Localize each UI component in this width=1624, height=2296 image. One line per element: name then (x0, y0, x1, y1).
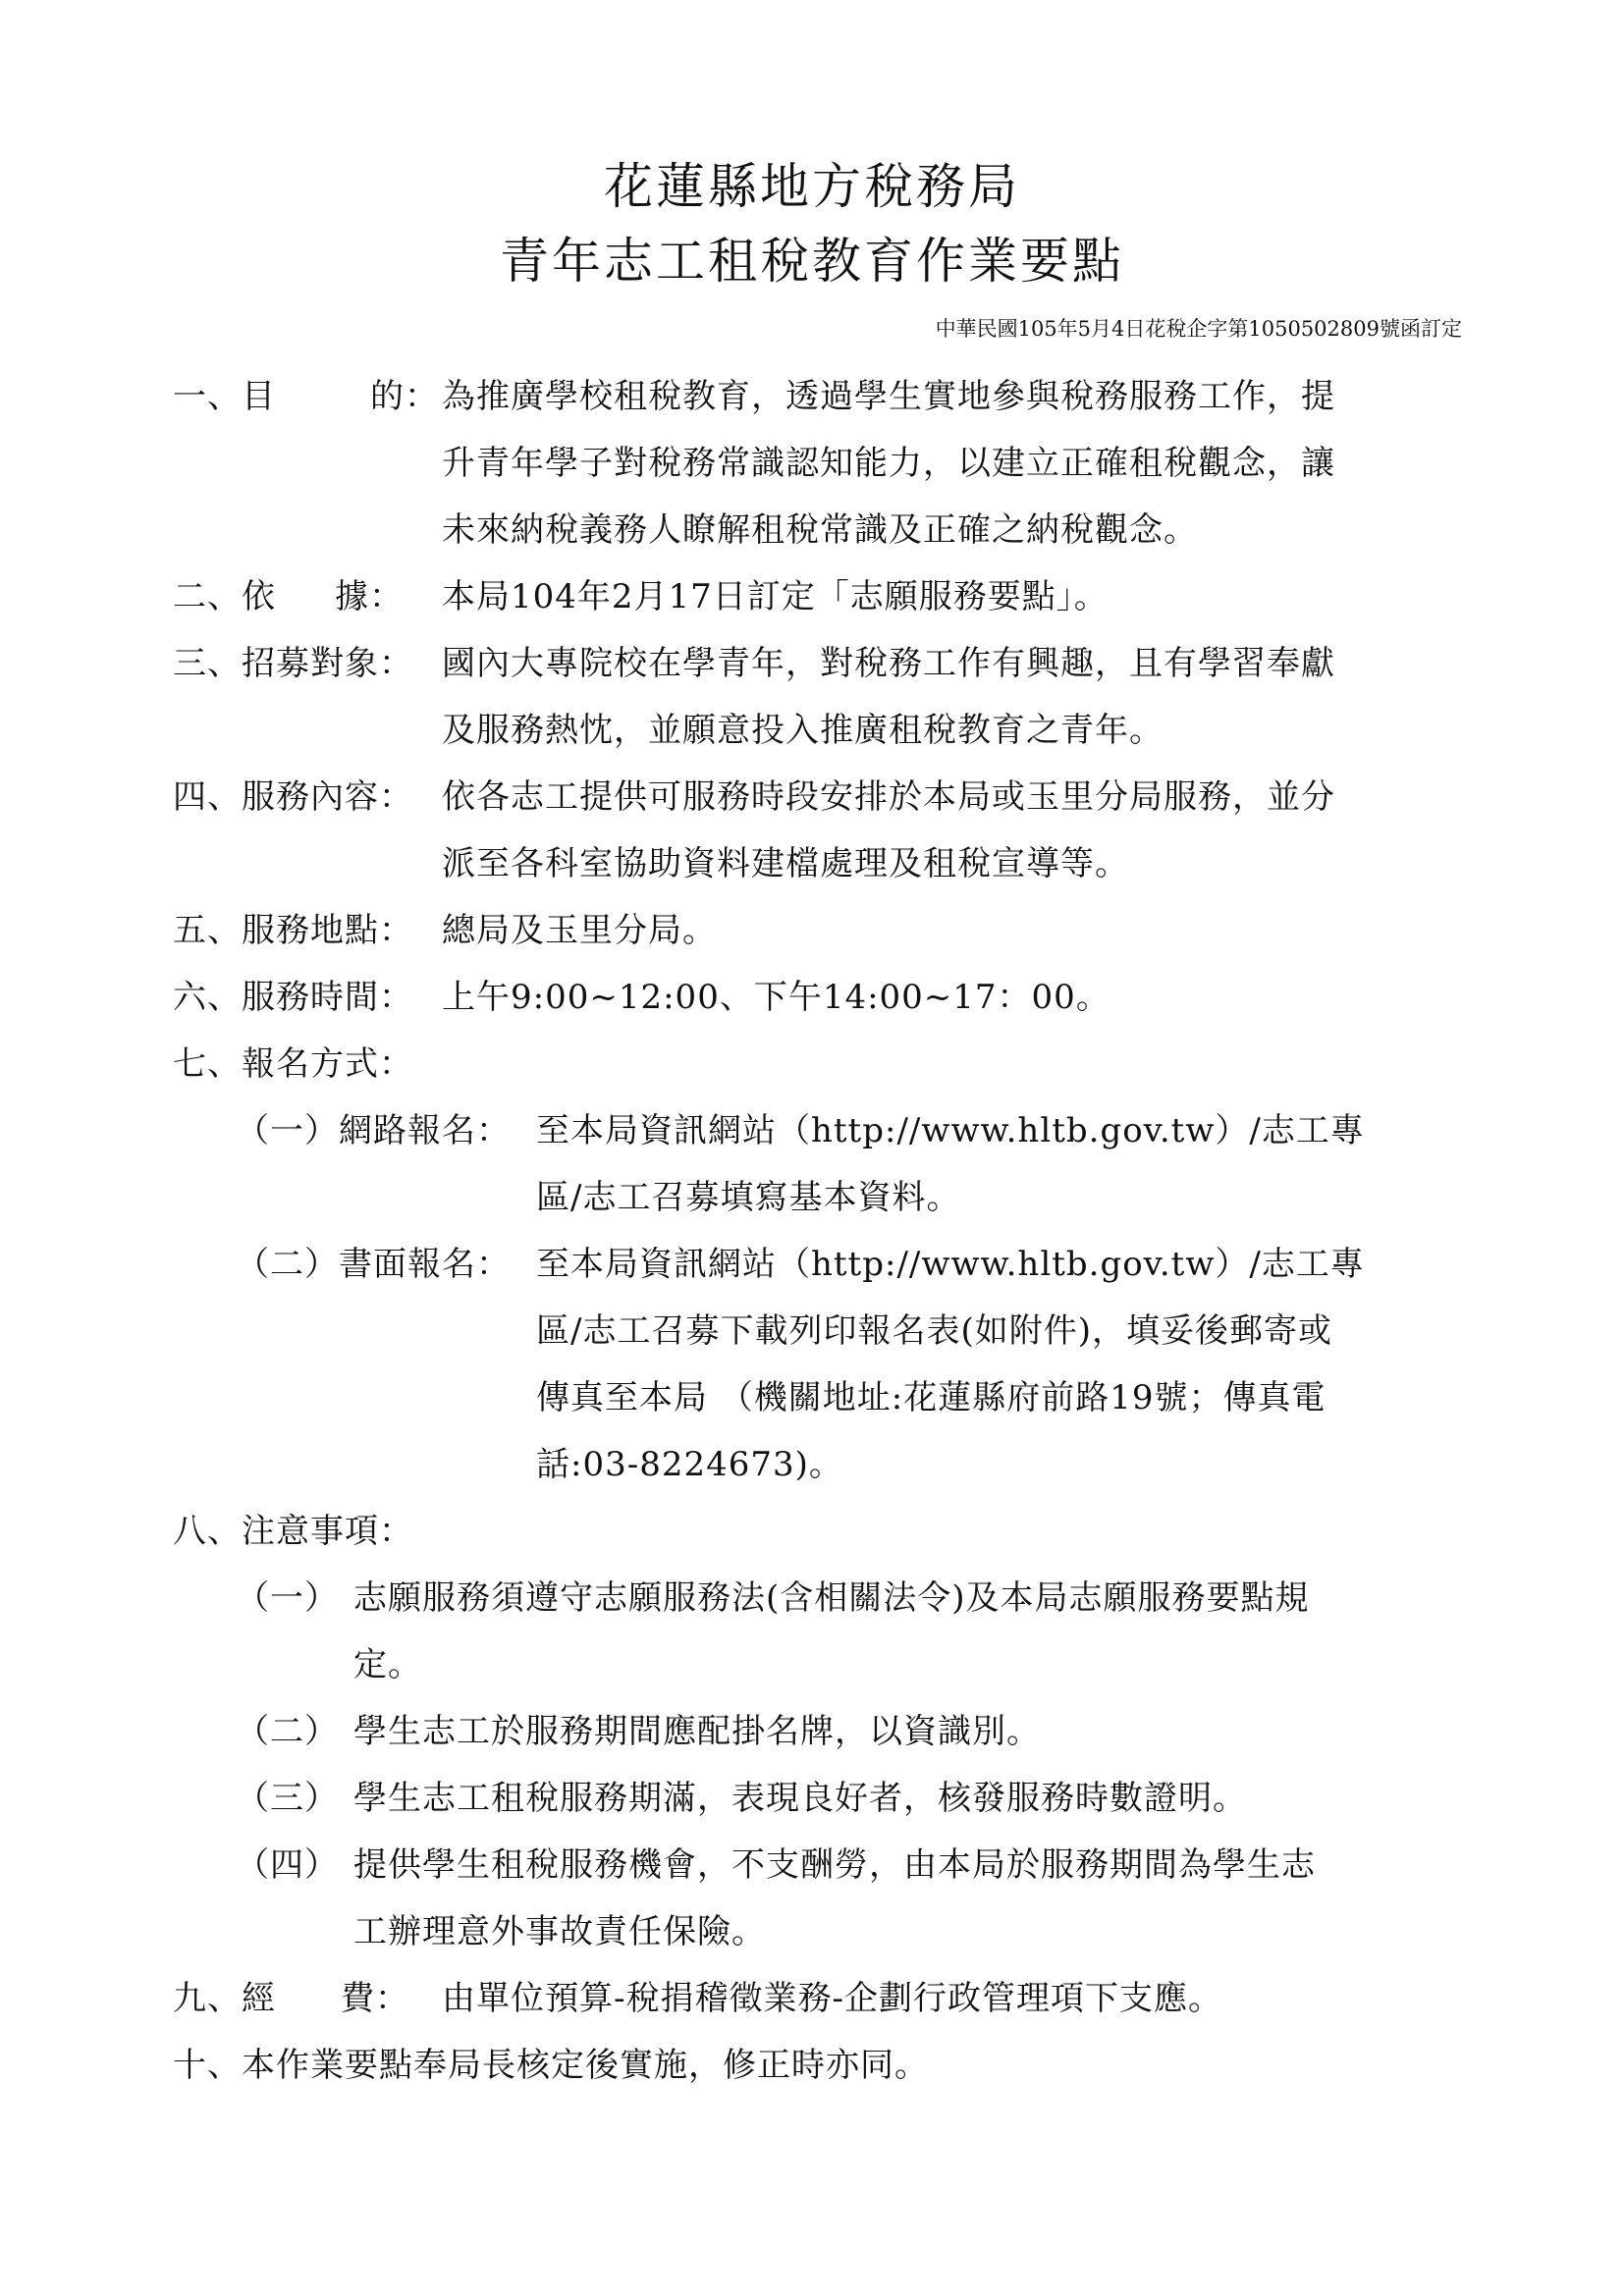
section-3-line-2: 及服務熱忱，並願意投入推廣租稅教育之青年。 (442, 711, 1164, 750)
section-2-label-prefix: 二、依 (173, 577, 276, 616)
section-1-label (173, 375, 439, 418)
section-3-label: 三、招募對象： (173, 644, 413, 683)
section-5-line-1: 總局及玉里分局。 (442, 911, 717, 950)
section-10-line-1: 十、本作業要點奉局長核定後實施，修正時亦同。 (173, 2046, 929, 2085)
section-7-item-2-line-1: 至本局資訊網站（http://www.hltb.gov.tw）/志工專 (536, 1245, 1365, 1284)
document-title-line1: 花蓮縣地方稅務局 (604, 158, 1020, 215)
section-8-note-3-line-1: 學生志工租稅服務期滿，表現良好者，核發服務時數證明。 (353, 1779, 1247, 1818)
section-9-line-1: 由單位預算-稅捐稽徵業務-企劃行政管理項下支應。 (442, 1979, 1222, 2018)
section-9-label-suffix: 費： (341, 1979, 409, 2018)
section-7-item-1-line-1: 至本局資訊網站（http://www.hltb.gov.tw）/志工專 (536, 1111, 1365, 1150)
section-8-note-2-line-1: 學生志工於服務期間應配掛名牌，以資識別。 (353, 1712, 1041, 1751)
section-8-note-4-line-1: 提供學生租稅服務機會，不支酬勞，由本局於服務期間為學生志 (353, 1845, 1316, 1885)
section-7-item-1-label: （一）網路報名： (236, 1111, 511, 1150)
section-8-note-1-line-1: 志願服務須遵守志願服務法(含相關法令)及本局志願服務要點規 (353, 1578, 1310, 1618)
document-title-line2: 青年志工租稅教育作業要點 (500, 233, 1124, 290)
section-7-label: 七、報名方式： (173, 1044, 413, 1084)
section-6-line-1: 上午9:00~12:00、下午14:00~17：00。 (442, 978, 1110, 1017)
section-7-item-2-line-2: 區/志工召募下載列印報名表(如附件)，填妥後郵寄或 (536, 1311, 1332, 1351)
section-6-label: 六、服務時間： (173, 978, 413, 1017)
section-5-label: 五、服務地點： (173, 911, 413, 950)
section-8-note-4-label: （四） (236, 1845, 339, 1885)
section-1-line-1: 為推廣學校租稅教育，透過學生實地參與稅務服務工作，提 (442, 377, 1335, 416)
section-2-label (173, 575, 404, 618)
enactment-note: 中華民國105年5月4日花稅企字第1050502809號函訂定 (935, 317, 1462, 341)
section-8-note-1-label: （一） (236, 1578, 339, 1618)
section-1-line-2: 升青年學子對稅務常識認知能力，以建立正確租稅觀念，讓 (442, 444, 1335, 483)
section-4-line-2: 派至各科室協助資料建檔處理及租稅宣導等。 (442, 844, 1129, 883)
section-8-note-2-label: （二） (236, 1712, 339, 1751)
section-3-line-1: 國內大專院校在學青年，對稅務工作有興趣，且有學習奉獻 (442, 644, 1335, 683)
section-7-item-2-line-3: 傳真至本局 （機關地址:花蓮縣府前路19號；傳真電 (536, 1378, 1326, 1417)
section-8-note-3-label: （三） (236, 1779, 339, 1818)
section-9-label-prefix: 九、經 (173, 1979, 276, 2018)
section-7-item-2-label: （二）書面報名： (236, 1245, 511, 1284)
section-2-label-suffix: 據： (335, 577, 404, 616)
section-1-label-prefix: 一、目 (173, 377, 276, 416)
section-8-note-1-line-2: 定。 (353, 1645, 422, 1684)
section-1-line-3: 未來納稅義務人瞭解租稅常識及正確之納稅觀念。 (442, 510, 1198, 550)
section-9-label (173, 1977, 409, 2020)
section-4-line-1: 依各志工提供可服務時段安排於本局或玉里分局服務，並分 (442, 777, 1335, 817)
section-8-note-4-line-2: 工辦理意外事故責任保險。 (353, 1912, 766, 1951)
section-7-item-2-line-4: 話:03-8224673)。 (536, 1445, 843, 1484)
section-1-label-suffix: 的： (370, 377, 439, 416)
section-4-label: 四、服務內容： (173, 777, 413, 817)
section-7-item-1-line-2: 區/志工召募填寫基本資料。 (536, 1178, 961, 1217)
section-8-label: 八、注意事項： (173, 1512, 413, 1551)
section-2-line-1: 本局104年2月17日訂定「志願服務要點」。 (442, 577, 1109, 616)
